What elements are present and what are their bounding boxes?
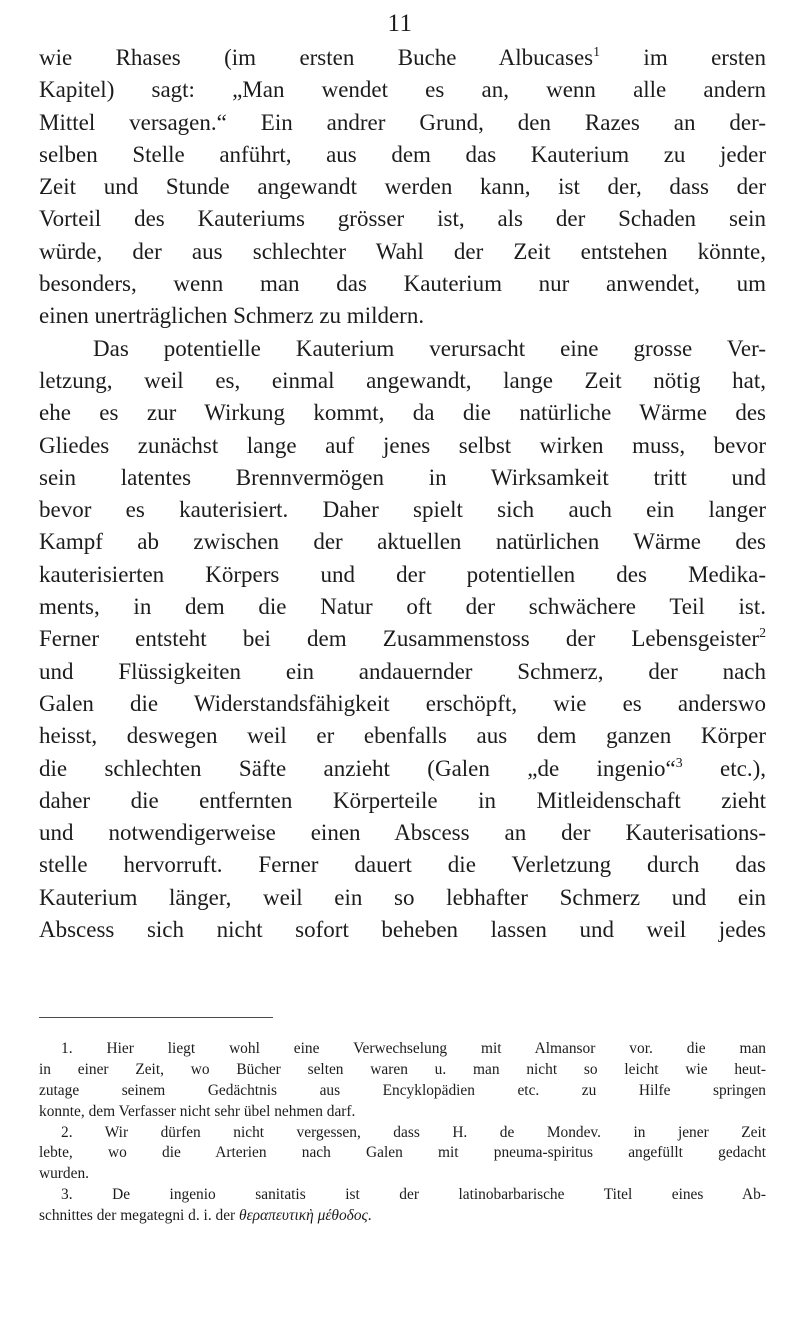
text-line: Gliedes zunächst lange auf jenes selbst wirken muss, bevor	[39, 432, 766, 458]
text-line: Kauterium länger, weil ein so lebhafter Schmerz und ein	[39, 884, 766, 910]
text-line: und Flüssigkeiten ein andauernder Schmerz, der nach	[39, 658, 766, 684]
footnote-line: wurden.	[39, 1165, 90, 1183]
page-number: 11	[387, 10, 413, 37]
footnote-ref-2: 2	[759, 625, 766, 641]
footnote-2	[39, 1123, 766, 1186]
text-line: Ferner entsteht bei dem Zusammenstoss der Lebensgeister$^2$	[39, 625, 766, 652]
text-line: Kapitel) sagt: „Man wendet es an, wenn alle andern	[39, 77, 766, 103]
footnote-line: lebte, wo die Arterien nach Galen mit pneuma-spiritus angefüllt gedacht	[39, 1144, 766, 1162]
footnote-1	[39, 1039, 766, 1123]
text-line: Mittel versagen.“ Ein andrer Grund, den Razes an der-	[39, 109, 766, 135]
text-line: die schlechten Säfte anzieht (Galen „de ingenio“$^3$ etc.),	[39, 754, 766, 781]
main-text	[39, 42, 766, 946]
text-line: und notwendigerweise einen Abscess an der Kauterisations-	[39, 820, 766, 846]
text-line: würde, der aus schlechter Wahl der Zeit entstehen könnte,	[39, 238, 766, 264]
text-line: Kampf ab zwischen der aktuellen natürlichen Wärme des	[39, 529, 766, 555]
footnote-line: in einer Zeit, wo Bücher selten waren u. man nicht so leicht wie heut-	[39, 1060, 766, 1078]
text-line: sein latentes Brennvermögen in Wirksamkeit tritt und	[39, 464, 766, 490]
text-line: selben Stelle anführt, aus dem das Kauterium zu jeder	[39, 141, 766, 167]
text-line: Das potentielle Kauterium verursacht eine grosse Ver-	[93, 335, 766, 361]
text-line: Zeit und Stunde angewandt werden kann, ist der, dass der	[39, 174, 766, 200]
text-line: ments, in dem die Natur oft der schwächere Teil ist.	[39, 594, 766, 620]
text-line: Vorteil des Kauteriums grösser ist, als der Schaden sein	[39, 206, 766, 232]
text-line: heisst, deswegen weil er ebenfalls aus dem ganzen Körper	[39, 723, 766, 749]
footnote-line: 1. Hier liegt wohl eine Verwechselung mit Almansor vor. die man	[61, 1040, 766, 1057]
footnote-ref-3: 3	[675, 754, 683, 770]
text-line: einen unerträglichen Schmerz zu mildern.	[39, 303, 425, 329]
text-line: bevor es kauterisiert. Daher spielt sich auch ein langer	[39, 497, 766, 523]
text-line: Abscess sich nicht sofort beheben lassen und weil jedes	[39, 917, 766, 943]
text-line: letzung, weil es, einmal angewandt, lange Zeit nötig hat,	[39, 367, 766, 393]
text-line: daher die entfernten Körperteile in Mitleidenschaft zieht	[39, 787, 766, 813]
footnote-divider	[39, 1017, 273, 1018]
footnote-line: 3. De ingenio sanitatis ist der latinobarbarische Titel eines Ab-	[61, 1186, 766, 1204]
footnote-line: zutage seinem Gedächtnis aus Encyklopädien etc. zu Hilfe springen	[39, 1081, 766, 1099]
footnote-line: konnte, dem Verfasser nicht sehr übel nehmen darf.	[39, 1102, 356, 1120]
footnote-line: 2. Wir dürfen nicht vergessen, dass H. de Mondev. in jener Zeit	[61, 1123, 766, 1141]
paragraph	[39, 333, 766, 947]
footnote-line: schnittes der megategni d. i. der θεραπευτικὴ μέθοδος.	[39, 1207, 372, 1225]
paragraph	[39, 42, 766, 333]
text-line: wie Rhases (im ersten Buche Albucases$^1$ im ersten	[39, 44, 766, 70]
text-line: kauterisierten Körpers und der potentiellen des Medika-	[39, 561, 766, 587]
greek-term: θεραπευτικὴ μέθοδος	[239, 1207, 368, 1225]
footnotes	[39, 1039, 766, 1227]
text-line: stelle hervorruft. Ferner dauert die Verletzung durch das	[39, 852, 766, 878]
footnote-3	[39, 1185, 766, 1227]
footnote-ref-1: 1	[593, 44, 601, 60]
text-line: besonders, wenn man das Kauterium nur anwendet, um	[39, 271, 766, 297]
text-line: Galen die Widerstandsfähigkeit erschöpft, wie es anderswo	[39, 690, 766, 716]
text-line: ehe es zur Wirkung kommt, da die natürliche Wärme des	[39, 400, 766, 426]
